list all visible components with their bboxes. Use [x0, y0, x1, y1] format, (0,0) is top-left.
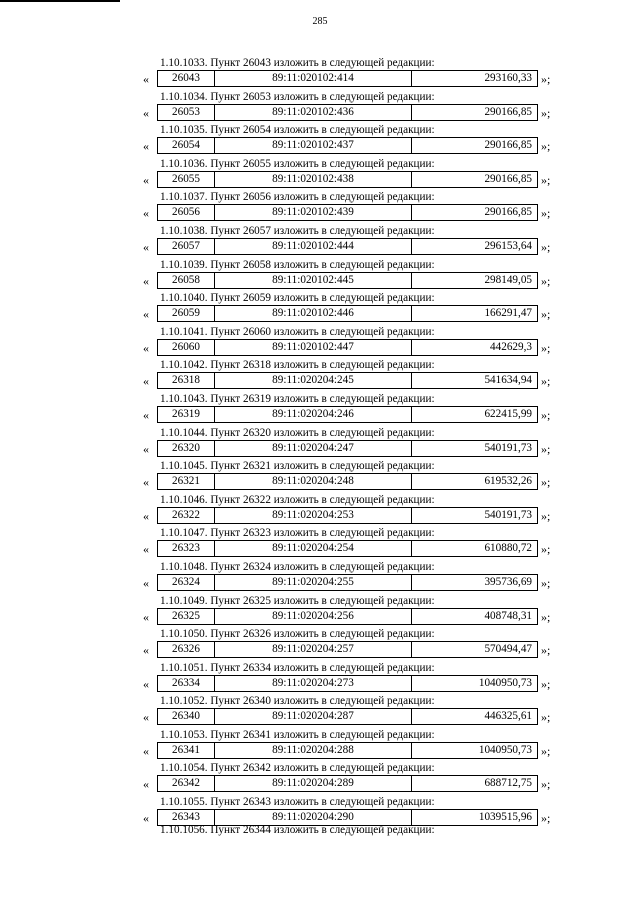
cadastral-number-cell: 89:11:020102:445	[215, 273, 412, 288]
amendment-heading: 1.10.1048. Пункт 26324 изложить в следующей редакции:	[160, 560, 435, 573]
closing-quote: »;	[541, 575, 551, 590]
closing-quote: »;	[541, 206, 551, 221]
table-row	[157, 540, 538, 557]
amendment-item	[0, 561, 640, 595]
cadastral-number-cell: 89:11:020102:447	[215, 340, 412, 355]
item-number-cell: 26058	[158, 273, 215, 288]
item-number-cell: 26340	[158, 709, 215, 724]
value-cell: 1040950,73	[478, 676, 532, 689]
cadastral-number-cell: 89:11:020204:257	[215, 642, 412, 657]
closing-quote: »;	[541, 105, 551, 120]
item-number-cell: 26043	[158, 71, 215, 86]
amendment-heading: 1.10.1040. Пункт 26059 изложить в следующей редакции:	[160, 292, 435, 305]
table-row	[157, 708, 538, 725]
amendment-item	[0, 729, 640, 763]
opening-quote: «	[143, 105, 149, 120]
opening-quote: «	[143, 239, 149, 254]
value-cell: 442629,3	[490, 340, 532, 353]
final-heading: 1.10.1056. Пункт 26344 изложить в следующей редакции:	[160, 824, 435, 836]
table-row	[157, 339, 538, 356]
amendment-heading: 1.10.1047. Пункт 26323 изложить в следующей редакции:	[160, 527, 435, 540]
amendment-heading: 1.10.1041. Пункт 26060 изложить в следующей редакции:	[160, 325, 435, 338]
value-cell: 293160,33	[484, 72, 532, 84]
value-cell: 290166,85	[484, 139, 532, 152]
value-cell: 290166,85	[484, 206, 532, 219]
opening-quote: «	[143, 777, 149, 792]
item-number-cell: 26060	[158, 340, 215, 355]
amendment-item	[0, 191, 640, 225]
table-row	[157, 305, 538, 322]
opening-quote: «	[143, 676, 149, 691]
closing-quote: »;	[541, 441, 551, 456]
amendment-heading: 1.10.1035. Пункт 26054 изложить в следующей редакции:	[160, 124, 435, 137]
opening-quote: «	[143, 575, 149, 590]
opening-quote: «	[143, 743, 149, 758]
opening-quote: «	[143, 374, 149, 389]
cadastral-number-cell: 89:11:020204:248	[215, 474, 412, 489]
item-number-cell: 26055	[158, 172, 215, 187]
opening-quote: «	[143, 441, 149, 456]
value-cell: 570494,47	[484, 643, 532, 656]
amendment-item	[0, 695, 640, 729]
closing-quote: »;	[541, 643, 551, 658]
table-row	[157, 204, 538, 221]
amendment-heading: 1.10.1043. Пункт 26319 изложить в следующей редакции:	[160, 392, 435, 405]
table-row	[157, 608, 538, 625]
amendment-item	[0, 628, 640, 662]
item-number-cell: 26057	[158, 239, 215, 254]
amendment-heading: 1.10.1033. Пункт 26043 изложить в следующей редакции:	[160, 57, 435, 69]
value-cell: 296153,64	[484, 239, 532, 252]
cadastral-number-cell: 89:11:020204:273	[215, 676, 412, 691]
opening-quote: «	[143, 542, 149, 557]
amendment-item	[0, 762, 640, 796]
item-number-cell: 26318	[158, 373, 215, 388]
value-cell: 610880,72	[484, 542, 532, 555]
item-number-cell: 26320	[158, 441, 215, 456]
amendment-heading: 1.10.1052. Пункт 26340 изложить в следующей редакции:	[160, 695, 435, 708]
value-cell: 1040950,73	[478, 743, 532, 756]
amendment-item	[0, 393, 640, 427]
amendment-item	[0, 359, 640, 393]
table-row	[157, 507, 538, 524]
opening-quote: «	[143, 710, 149, 725]
cadastral-number-cell: 89:11:020204:289	[215, 776, 412, 791]
table-row	[157, 406, 538, 423]
table-row	[157, 272, 538, 289]
item-number-cell: 26326	[158, 642, 215, 657]
amendment-item	[0, 527, 640, 561]
amendment-heading: 1.10.1044. Пункт 26320 изложить в следующей редакции:	[160, 426, 435, 439]
closing-quote: »;	[541, 340, 551, 355]
value-cell: 446325,61	[484, 710, 532, 723]
table-row	[157, 775, 538, 792]
amendment-item	[0, 460, 640, 494]
opening-quote: «	[143, 609, 149, 624]
amendment-heading: 1.10.1045. Пункт 26321 изложить в следующей редакции:	[160, 460, 435, 473]
cadastral-number-cell: 89:11:020204:253	[215, 508, 412, 523]
cadastral-number-cell: 89:11:020204:254	[215, 541, 412, 556]
cadastral-number-cell: 89:11:020204:255	[215, 575, 412, 590]
item-number-cell: 26343	[158, 810, 215, 825]
amendment-item	[0, 91, 640, 125]
closing-quote: »;	[541, 710, 551, 725]
closing-quote: »;	[541, 508, 551, 523]
amendment-heading: 1.10.1037. Пункт 26056 изложить в следующей редакции:	[160, 191, 435, 204]
amendment-item	[0, 494, 640, 528]
closing-quote: »;	[541, 139, 551, 154]
cadastral-number-cell: 89:11:020204:256	[215, 609, 412, 624]
closing-quote: »;	[541, 743, 551, 758]
amendment-heading: 1.10.1034. Пункт 26053 изложить в следующей редакции:	[160, 90, 435, 103]
cadastral-number-cell: 89:11:020204:287	[215, 709, 412, 724]
amendment-heading: 1.10.1046. Пункт 26322 изложить в следующей редакции:	[160, 493, 435, 506]
closing-quote: »;	[541, 811, 551, 826]
table-row	[157, 440, 538, 457]
closing-quote: »;	[541, 475, 551, 490]
closing-quote: »;	[541, 273, 551, 288]
opening-quote: «	[143, 811, 149, 826]
opening-quote: «	[143, 72, 149, 86]
opening-quote: «	[143, 206, 149, 221]
item-number-cell: 26334	[158, 676, 215, 691]
value-cell: 290166,85	[484, 172, 532, 185]
table-row	[157, 675, 538, 692]
table-row	[157, 473, 538, 490]
amendment-item	[0, 259, 640, 293]
item-number-cell: 26321	[158, 474, 215, 489]
item-number-cell: 26059	[158, 306, 215, 321]
amendment-item	[0, 595, 640, 629]
table-row	[157, 641, 538, 658]
closing-quote: »;	[541, 777, 551, 792]
value-cell: 541634,94	[484, 374, 532, 387]
item-number-cell: 26054	[158, 138, 215, 153]
amendment-item	[0, 292, 640, 326]
amendment-item	[0, 124, 640, 158]
value-cell: 622415,99	[484, 407, 532, 420]
closing-quote: »;	[541, 676, 551, 691]
closing-quote: »;	[541, 172, 551, 187]
item-number-cell: 26056	[158, 205, 215, 220]
item-number-cell: 26325	[158, 609, 215, 624]
cadastral-number-cell: 89:11:020102:446	[215, 306, 412, 321]
table-row	[157, 171, 538, 188]
table-row	[157, 574, 538, 591]
cadastral-number-cell: 89:11:020204:247	[215, 441, 412, 456]
cadastral-number-cell: 89:11:020204:290	[215, 810, 412, 825]
table-row	[157, 70, 538, 87]
cadastral-number-cell: 89:11:020102:414	[215, 71, 412, 86]
closing-quote: »;	[541, 307, 551, 322]
cadastral-number-cell: 89:11:020204:246	[215, 407, 412, 422]
amendment-item	[0, 158, 640, 192]
item-number-cell: 26341	[158, 743, 215, 758]
page-number: 285	[312, 16, 328, 27]
item-number-cell: 26053	[158, 105, 215, 120]
opening-quote: «	[143, 307, 149, 322]
item-number-cell: 26324	[158, 575, 215, 590]
opening-quote: «	[143, 643, 149, 658]
cadastral-number-cell: 89:11:020102:439	[215, 205, 412, 220]
value-cell: 540191,73	[484, 508, 532, 521]
cadastral-number-cell: 89:11:020204:288	[215, 743, 412, 758]
value-cell: 619532,26	[484, 475, 532, 488]
table-row	[157, 137, 538, 154]
opening-quote: «	[143, 172, 149, 187]
closing-quote: »;	[541, 542, 551, 557]
value-cell: 290166,85	[484, 105, 532, 118]
opening-quote: «	[143, 273, 149, 288]
amendment-heading: 1.10.1042. Пункт 26318 изложить в следующей редакции:	[160, 359, 435, 372]
amendment-item	[0, 225, 640, 259]
table-row	[157, 238, 538, 255]
amendment-heading: 1.10.1054. Пункт 26342 изложить в следующей редакции:	[160, 762, 435, 775]
opening-quote: «	[143, 139, 149, 154]
table-row	[157, 104, 538, 121]
closing-quote: »;	[541, 374, 551, 389]
value-cell: 1039515,96	[478, 811, 532, 824]
cadastral-number-cell: 89:11:020102:437	[215, 138, 412, 153]
value-cell: 688712,75	[484, 777, 532, 790]
amendment-item	[0, 427, 640, 461]
amendment-item	[0, 326, 640, 360]
table-row	[157, 372, 538, 389]
amendment-heading: 1.10.1049. Пункт 26325 изложить в следующей редакции:	[160, 594, 435, 607]
value-cell: 540191,73	[484, 441, 532, 454]
closing-quote: »;	[541, 407, 551, 422]
cadastral-number-cell: 89:11:020102:438	[215, 172, 412, 187]
amendment-item	[0, 662, 640, 696]
table-row	[157, 742, 538, 759]
closing-quote: »;	[541, 609, 551, 624]
amendment-heading: 1.10.1036. Пункт 26055 изложить в следующей редакции:	[160, 157, 435, 170]
amendment-heading: 1.10.1039. Пункт 26058 изложить в следующей редакции:	[160, 258, 435, 271]
amendment-heading: 1.10.1050. Пункт 26326 изложить в следующей редакции:	[160, 628, 435, 641]
cadastral-number-cell: 89:11:020102:436	[215, 105, 412, 120]
closing-quote: »;	[541, 72, 551, 86]
item-number-cell: 26322	[158, 508, 215, 523]
amendment-heading: 1.10.1038. Пункт 26057 изложить в следующей редакции:	[160, 224, 435, 237]
opening-quote: «	[143, 407, 149, 422]
value-cell: 395736,69	[484, 575, 532, 588]
cadastral-number-cell: 89:11:020204:245	[215, 373, 412, 388]
amendment-item	[0, 57, 640, 91]
item-number-cell: 26342	[158, 776, 215, 791]
amendment-heading: 1.10.1051. Пункт 26334 изложить в следующей редакции:	[160, 661, 435, 674]
closing-quote: »;	[541, 239, 551, 254]
item-number-cell: 26319	[158, 407, 215, 422]
value-cell: 298149,05	[484, 273, 532, 286]
cadastral-number-cell: 89:11:020102:444	[215, 239, 412, 254]
corner-rule	[0, 0, 120, 2]
item-number-cell: 26323	[158, 541, 215, 556]
opening-quote: «	[143, 475, 149, 490]
opening-quote: «	[143, 340, 149, 355]
amendment-list	[0, 57, 640, 830]
opening-quote: «	[143, 508, 149, 523]
value-cell: 408748,31	[484, 609, 532, 622]
amendment-heading: 1.10.1053. Пункт 26341 изложить в следующей редакции:	[160, 728, 435, 741]
value-cell: 166291,47	[484, 307, 532, 320]
amendment-heading: 1.10.1055. Пункт 26343 изложить в следующей редакции:	[160, 796, 435, 809]
